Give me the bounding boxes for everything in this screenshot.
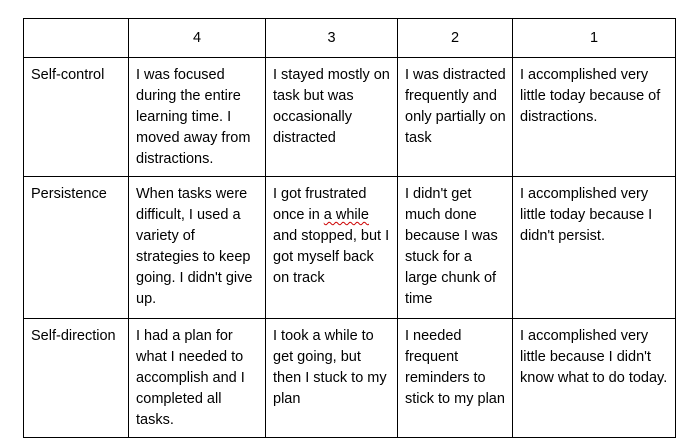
header-level-1: 1 bbox=[513, 19, 676, 58]
criterion-persistence: Persistence bbox=[24, 177, 129, 319]
table-row-self-control bbox=[24, 58, 676, 177]
spellcheck-flagged-phrase: a while bbox=[323, 207, 369, 223]
self-direction-level-1: I accomplished very little because I didn't know what to do today. bbox=[513, 319, 676, 438]
header-level-3: 3 bbox=[266, 19, 398, 58]
header-row bbox=[24, 19, 676, 58]
table-row-persistence bbox=[24, 177, 676, 319]
persistence-level-3 bbox=[266, 177, 398, 319]
persistence-level-3-text-end: and stopped, but I got myself back on track bbox=[273, 228, 390, 286]
self-control-level-1: I accomplished very little today because of distractions. bbox=[513, 58, 676, 177]
criterion-self-direction: Self-direction bbox=[24, 319, 129, 438]
persistence-level-4: When tasks were difficult, I used a variety of strategies to keep going. I didn't give up. bbox=[129, 177, 266, 319]
persistence-level-2: I didn't get much done because I was stuck for a large chunk of time bbox=[398, 177, 513, 319]
header-level-4: 4 bbox=[129, 19, 266, 58]
header-corner-cell bbox=[24, 19, 129, 58]
self-control-level-4: I was focused during the entire learning time. I moved away from distractions. bbox=[129, 58, 266, 177]
self-direction-level-2: I needed frequent reminders to stick to my plan bbox=[398, 319, 513, 438]
self-direction-level-4: I had a plan for what I needed to accomplish and I completed all tasks. bbox=[129, 319, 266, 438]
persistence-level-1: I accomplished very little today because I didn't persist. bbox=[513, 177, 676, 319]
header-level-2: 2 bbox=[398, 19, 513, 58]
self-control-level-2: I was distracted frequently and only partially on task bbox=[398, 58, 513, 177]
behavior-rubric-table bbox=[23, 18, 676, 438]
self-direction-level-3: I took a while to get going, but then I stuck to my plan bbox=[266, 319, 398, 438]
table-row-self-direction bbox=[24, 319, 676, 438]
self-control-level-3: I stayed mostly on task but was occasionally distracted bbox=[266, 58, 398, 177]
criterion-self-control: Self-control bbox=[24, 58, 129, 177]
persistence-level-3-text-start: I got frustrated once in bbox=[273, 186, 367, 223]
